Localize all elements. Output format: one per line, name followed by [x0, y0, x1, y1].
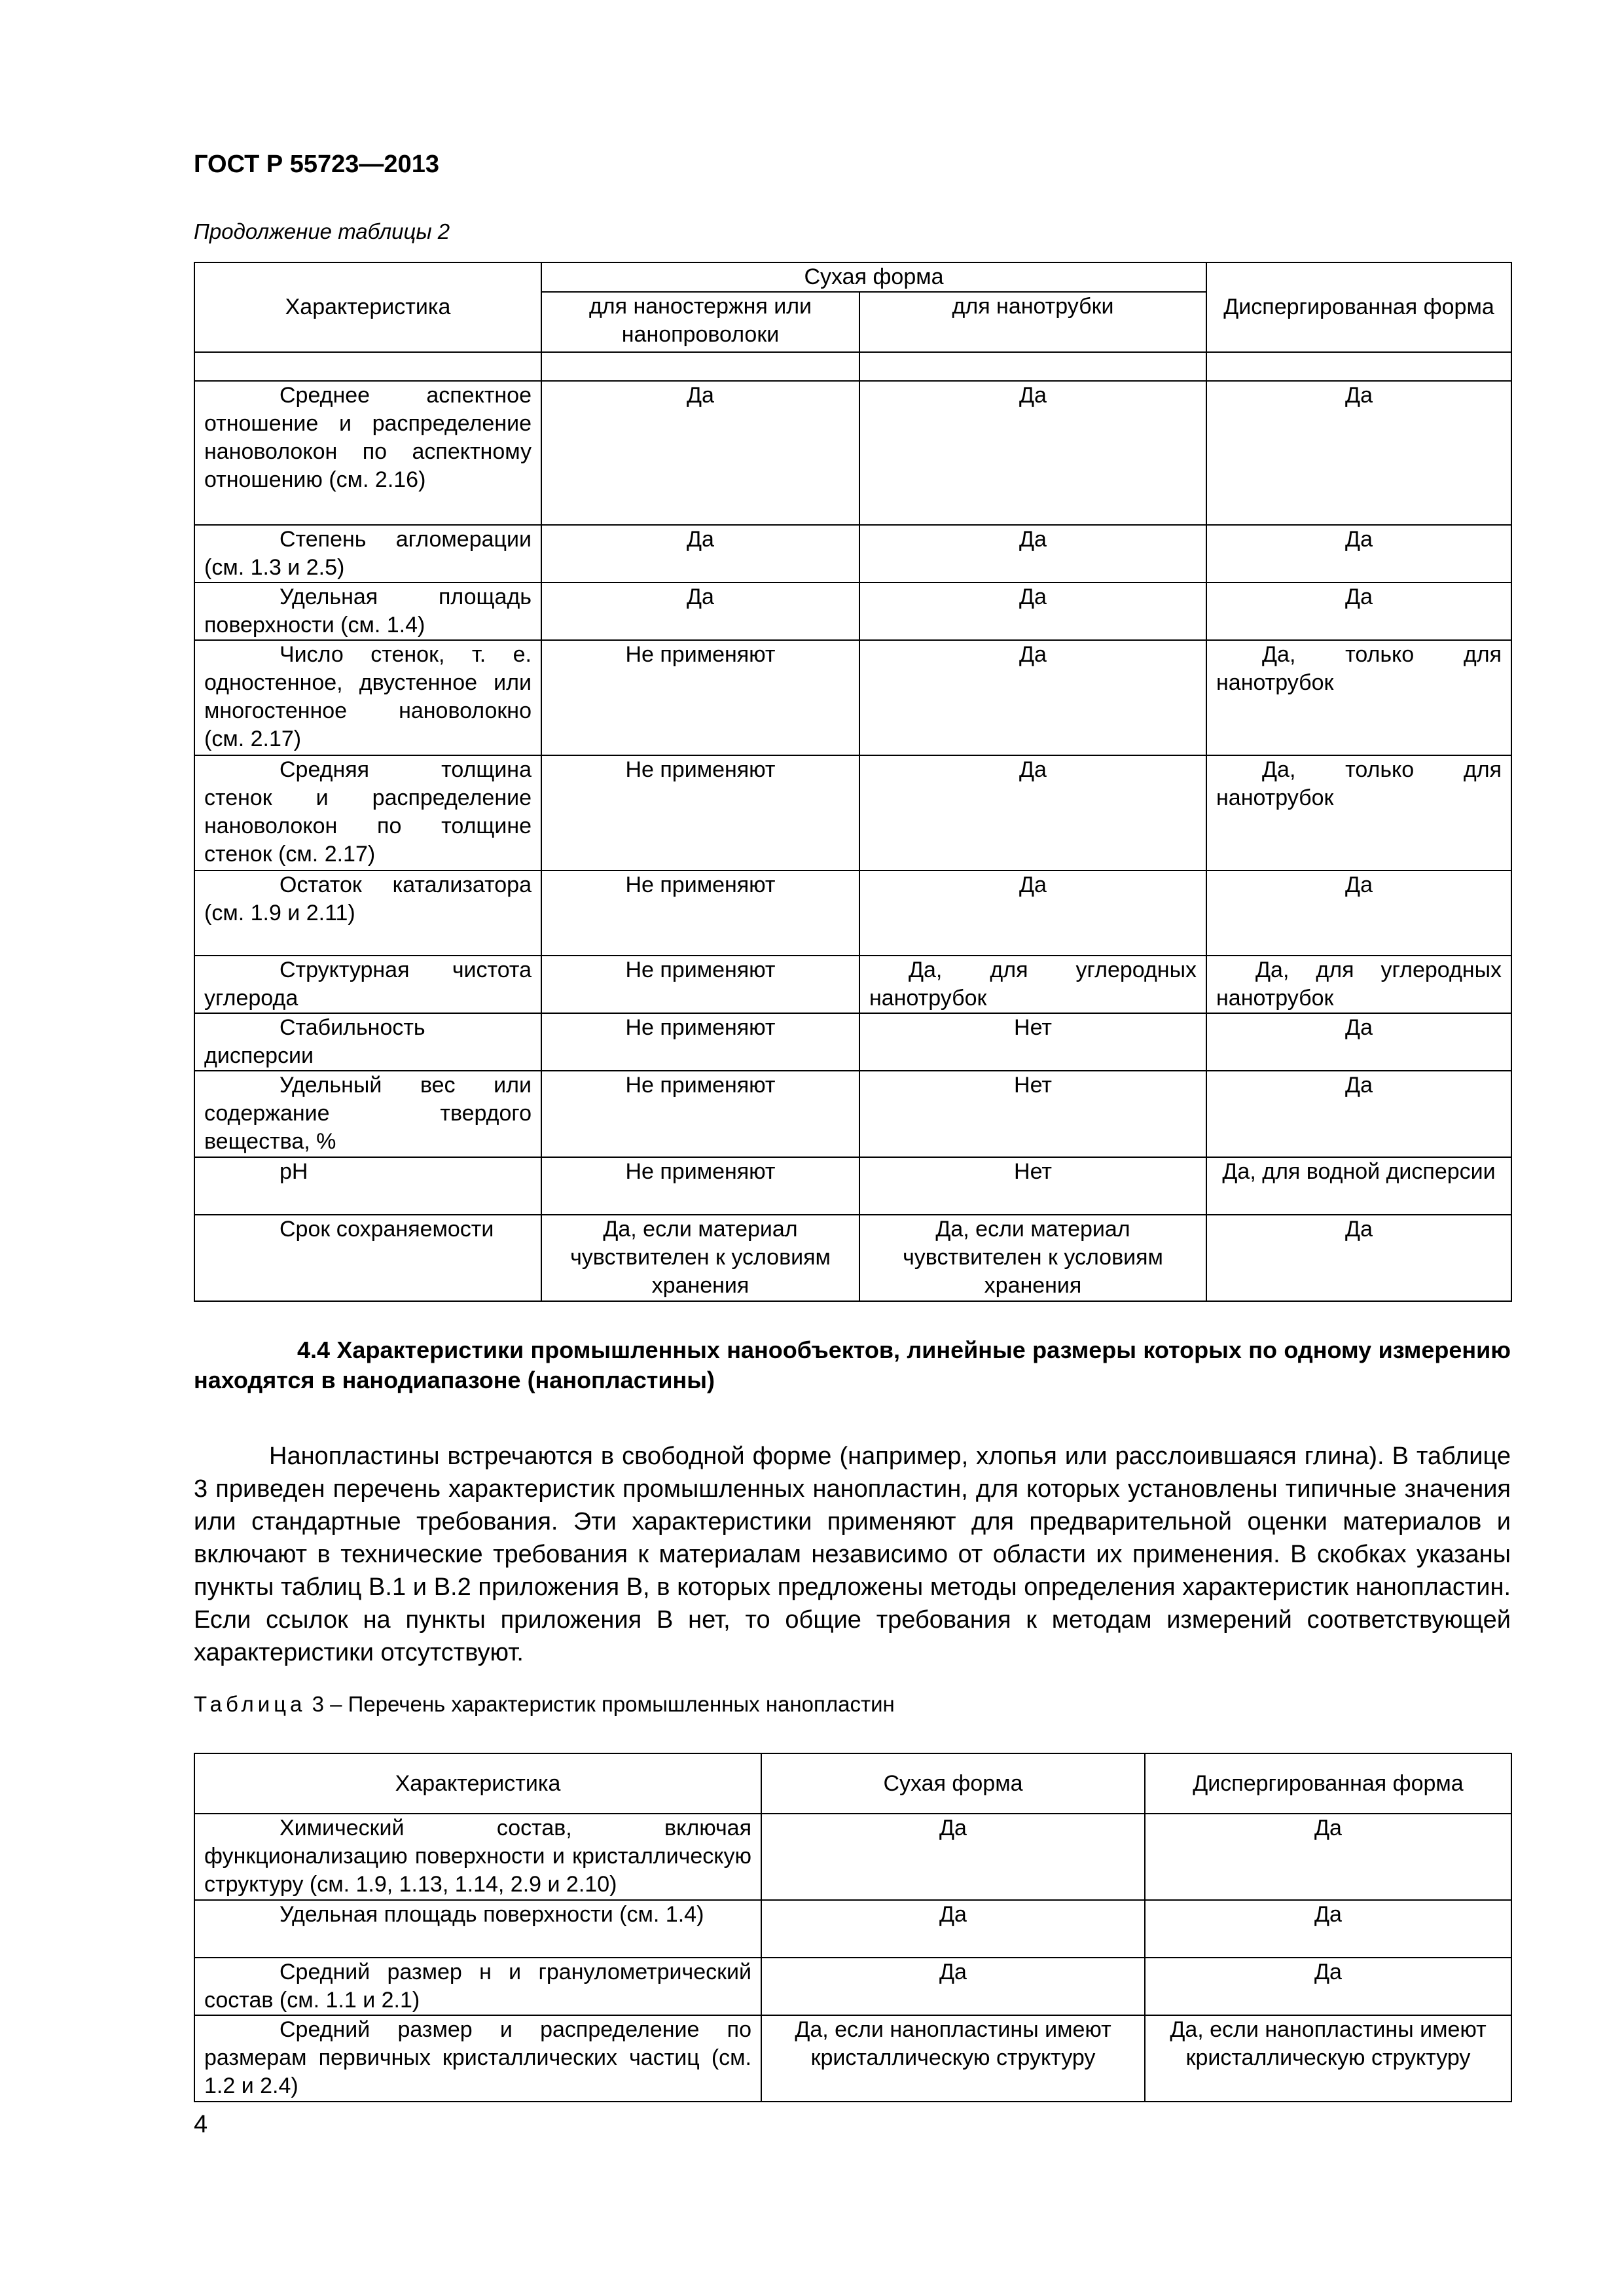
- t2-cell: Не применяют: [541, 755, 859, 870]
- table-row: [194, 870, 1511, 956]
- t3-cell: Да: [1145, 1814, 1511, 1900]
- t3-cell: Да: [1145, 1958, 1511, 2015]
- table-row: [194, 1814, 1511, 1900]
- t2-head-dry-form: Сухая форма: [541, 262, 1206, 292]
- page-number: 4: [194, 2111, 208, 2138]
- t2-head-dry-rod: для наностержня или нанопроволоки: [541, 292, 859, 352]
- t2-cell: Не применяют: [541, 956, 859, 1013]
- t2-cell: Да: [859, 525, 1206, 583]
- t2-cell: Да: [859, 755, 1206, 870]
- t2-cell: Нет: [859, 1157, 1206, 1215]
- t2-cell: pH: [194, 1157, 541, 1215]
- table-2: [194, 262, 1512, 1302]
- t2-cell: Да: [859, 870, 1206, 956]
- t2-cell: Структурная чистота углерода: [194, 956, 541, 1013]
- t2-cell: Удельная площадь поверхности (см. 1.4): [194, 583, 541, 640]
- t2-cell: Не применяют: [541, 1071, 859, 1157]
- t2-cell: Удельный вес или содержание твердого вещества, %: [194, 1071, 541, 1157]
- t2-head-dry-tube: для нанотрубки: [859, 292, 1206, 352]
- t2-cell: Да: [1206, 525, 1511, 583]
- t2-cell: Среднее аспектное отношение и распределение нановолокон по аспектному отношению (см. 2.16): [194, 381, 541, 525]
- document-header: ГОСТ Р 55723—2013: [194, 151, 439, 178]
- t2-cell: Да: [1206, 1215, 1511, 1301]
- t2-cell: Не применяют: [541, 1157, 859, 1215]
- t2-cell: Да: [541, 583, 859, 640]
- table-row: [194, 525, 1511, 583]
- t2-cell: Да: [859, 583, 1206, 640]
- t2-cell: Да: [1206, 870, 1511, 956]
- table-row: [194, 2015, 1511, 2102]
- t3-cell: Средний размер и распределение по размерам первичных кристаллических частиц (см. 1.2 и 2.4): [194, 2015, 761, 2102]
- t2-cell: Число стенок, т. е. одностенное, двустенное или многостенное нановолокно (см. 2.17): [194, 640, 541, 755]
- table-row: [194, 755, 1511, 870]
- table-row: [194, 1900, 1511, 1958]
- table-row: [194, 1958, 1511, 2015]
- t2-cell: Да: [541, 381, 859, 525]
- t3-cell: Средний размер н и гранулометрический состав (см. 1.1 и 2.1): [194, 1958, 761, 2015]
- t2-cell: Стабильность дисперсии: [194, 1013, 541, 1071]
- t2-cell: Срок сохраняемости: [194, 1215, 541, 1301]
- table-row: [194, 956, 1511, 1013]
- table-row: [194, 1157, 1511, 1215]
- t2-cell: Да, только для нанотрубок: [1206, 640, 1511, 755]
- table3-caption: [194, 1692, 895, 1717]
- t2-cell: Да: [1206, 1071, 1511, 1157]
- table-row: [194, 1071, 1511, 1157]
- table-row: [194, 1215, 1511, 1301]
- t3-cell: Удельная площадь поверхности (см. 1.4): [194, 1900, 761, 1958]
- t3-cell: Да: [761, 1900, 1145, 1958]
- t3-cell: Да, если нанопластины имеют кристаллическую структуру: [761, 2015, 1145, 2102]
- t2-cell: Не применяют: [541, 1013, 859, 1071]
- t2-cell: Средняя толщина стенок и распределение нановолокон по толщине стенок (см. 2.17): [194, 755, 541, 870]
- t2-head-dispersed: Диспергированная форма: [1206, 262, 1511, 352]
- t3-head-dry-form: Сухая форма: [761, 1753, 1145, 1814]
- section-heading: 4.4 Характеристики промышленных нанообъектов, линейные размеры которых по одному измерению находятся в нанодиапазоне (нанопластины): [194, 1336, 1511, 1393]
- t2-cell: Да: [859, 640, 1206, 755]
- table-row: [194, 1013, 1511, 1071]
- table3-caption-text: 3 – Перечень характеристик промышленных нанопластин: [312, 1692, 895, 1716]
- t3-head-dispersed: Диспергированная форма: [1145, 1753, 1511, 1814]
- t3-head-characteristic: Характеристика: [194, 1753, 761, 1814]
- t2-cell: Да: [1206, 1013, 1511, 1071]
- t3-cell: Да: [1145, 1900, 1511, 1958]
- t2-spacer-row: [194, 352, 1511, 381]
- intro-paragraph: Нанопластины встречаются в свободной форме (например, хлопья или расслоившаяся глина). В таблице 3 приведен перечень характеристик промышленных нанопластин, для которых установлены типичные значения или стандартные требования. Эти характеристики применяют для предварительной оценки материалов и включают в технические требования к материалам независимо от области их применения. В скобках указаны пункты таблиц В.1 и В.2 приложения В, в которых предложены методы определения характеристик нанопластин. Если ссылок на пункты приложения В нет, то общие требования к методам измерений соответствующей характеристики отсутствуют.: [194, 1443, 1511, 1666]
- table-3: [194, 1753, 1512, 2102]
- t2-cell: Не применяют: [541, 640, 859, 755]
- table2-caption: Продолжение таблицы 2: [194, 219, 450, 243]
- t3-cell: Да: [761, 1814, 1145, 1900]
- t2-cell: Да, только для нанотрубок: [1206, 755, 1511, 870]
- table3-caption-label: Таблица: [194, 1692, 306, 1716]
- t2-cell: Да: [859, 381, 1206, 525]
- t2-cell: Да, если материал чувствителен к условиям хранения: [859, 1215, 1206, 1301]
- t2-cell: Да, для углеродных нанотрубок: [859, 956, 1206, 1013]
- t2-cell: Нет: [859, 1013, 1206, 1071]
- t3-cell: Химический состав, включая функционализацию поверхности и кристаллическую структуру (см. 1.9, 1.13, 1.14, 2.9 и 2.10): [194, 1814, 761, 1900]
- t2-cell: Нет: [859, 1071, 1206, 1157]
- t2-cell: Степень агломерации (см. 1.3 и 2.5): [194, 525, 541, 583]
- t2-cell: Не применяют: [541, 870, 859, 956]
- table-row: [194, 640, 1511, 755]
- t2-cell: Да, для водной дисперсии: [1206, 1157, 1511, 1215]
- t2-cell: Да: [1206, 381, 1511, 525]
- t2-cell: Да, для углеродных нанотрубок: [1206, 956, 1511, 1013]
- table-row: [194, 381, 1511, 525]
- t2-cell: Да: [1206, 583, 1511, 640]
- t2-cell: Да, если материал чувствителен к условиям хранения: [541, 1215, 859, 1301]
- table-row: [194, 583, 1511, 640]
- t2-cell: Да: [541, 525, 859, 583]
- t3-cell: Да: [761, 1958, 1145, 2015]
- t2-cell: Остаток катализатора (см. 1.9 и 2.11): [194, 870, 541, 956]
- t2-head-characteristic: Характеристика: [194, 262, 541, 352]
- t3-cell: Да, если нанопластины имеют кристаллическую структуру: [1145, 2015, 1511, 2102]
